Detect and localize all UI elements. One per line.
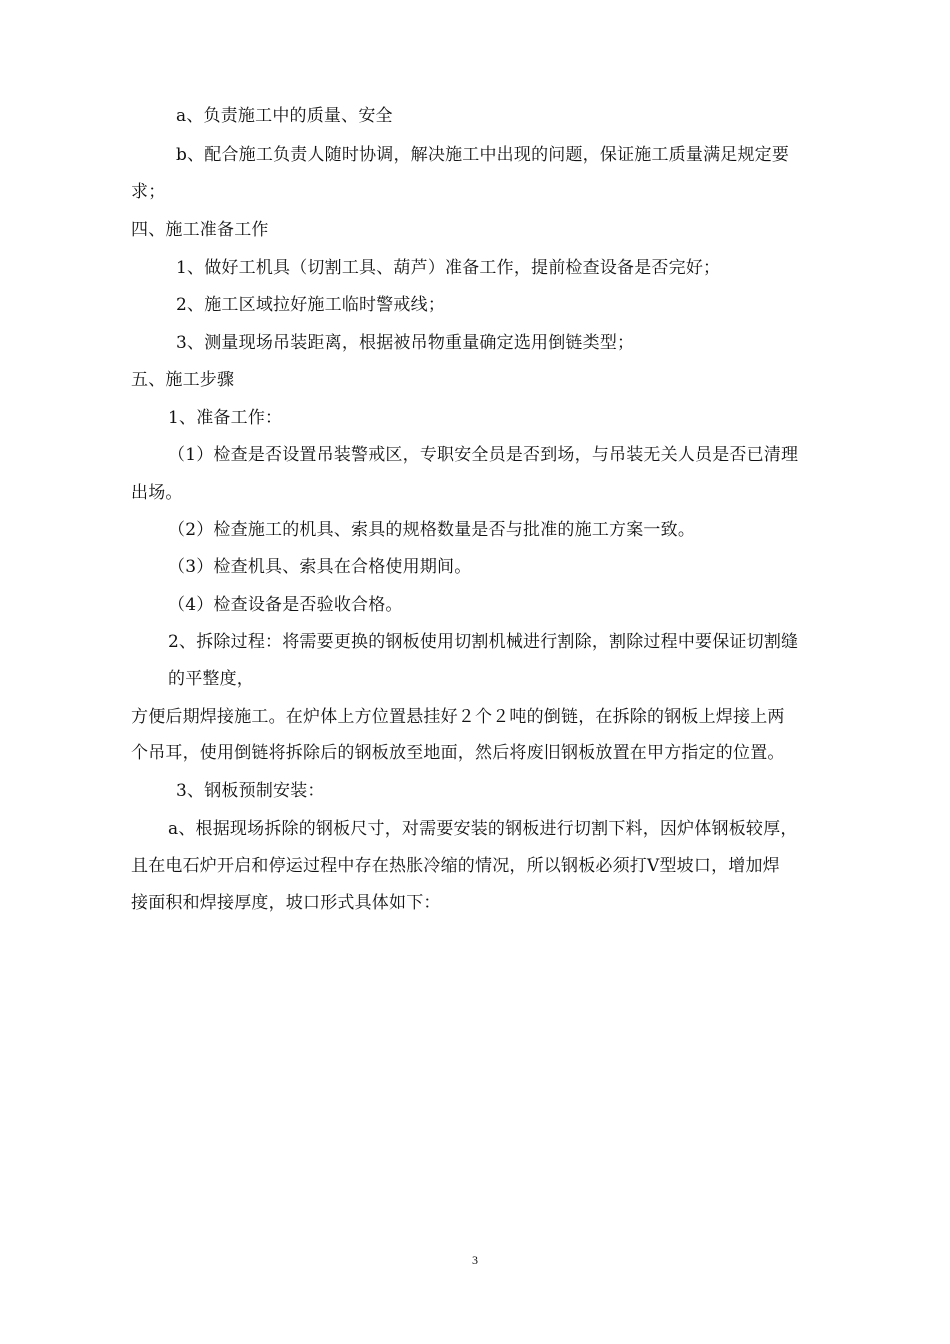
text-line-b-continued: 求；	[131, 182, 166, 202]
text-line-check-1-continued: 出场。	[131, 483, 183, 503]
section-heading-steps: 五、施工步骤	[131, 370, 235, 390]
subheading-step-3: 3、钢板预制安装：	[176, 781, 325, 801]
text-line-check-3: （3）检查机具、索具在合格使用期间。	[168, 557, 472, 577]
subheading-step-2: 2、拆除过程：将需要更换的钢板使用切割机械进行割除，割除过程中要保证切割缝	[168, 632, 799, 652]
text-line-check-1: （1）检查是否设置吊装警戒区，专职安全员是否到场，与吊装无关人员是否已清理	[168, 445, 799, 465]
text-line-check-4: （4）检查设备是否验收合格。	[168, 595, 403, 615]
page-number: 3	[472, 1253, 478, 1267]
text-line-step-3-a-continued-1: 且在电石炉开启和停运过程中存在热胀冷缩的情况，所以钢板必须打Ⅴ型坡口，增加焊	[131, 856, 780, 876]
text-line-prep-2: 2、施工区域拉好施工临时警戒线；	[176, 295, 446, 315]
text-line-step-2-continued: 的平整度，	[168, 669, 254, 689]
text-line-a-quality-safety: a、负责施工中的质量、安全	[176, 106, 393, 126]
text-line-check-2: （2）检查施工的机具、索具的规格数量是否与批准的施工方案一致。	[168, 520, 696, 540]
text-line-step-3-a: a、根据现场拆除的钢板尺寸，对需要安装的钢板进行切割下料，因炉体钢板较厚，	[168, 819, 798, 839]
text-line-step-2-body-1: 方便后期焊接施工。在炉体上方位置悬挂好２个２吨的倒链，在拆除的钢板上焊接上两	[131, 707, 785, 727]
text-line-prep-3: 3、测量现场吊装距离，根据被吊物重量确定选用倒链类型；	[176, 333, 635, 353]
text-line-step-2-body-2: 个吊耳，使用倒链将拆除后的钢板放至地面，然后将废旧钢板放置在甲方指定的位置。	[131, 743, 785, 763]
text-line-step-3-a-continued-2: 接面积和焊接厚度，坡口形式具体如下：	[131, 893, 441, 913]
subheading-step-1: 1、准备工作：	[168, 408, 283, 428]
text-line-b-coordinate: b、配合施工负责人随时协调，解决施工中出现的问题，保证施工质量满足规定要	[176, 145, 790, 165]
section-heading-preparation: 四、施工准备工作	[131, 220, 269, 240]
text-line-prep-1: 1、做好工机具（切割工具、葫芦）准备工作，提前检查设备是否完好；	[176, 258, 721, 278]
